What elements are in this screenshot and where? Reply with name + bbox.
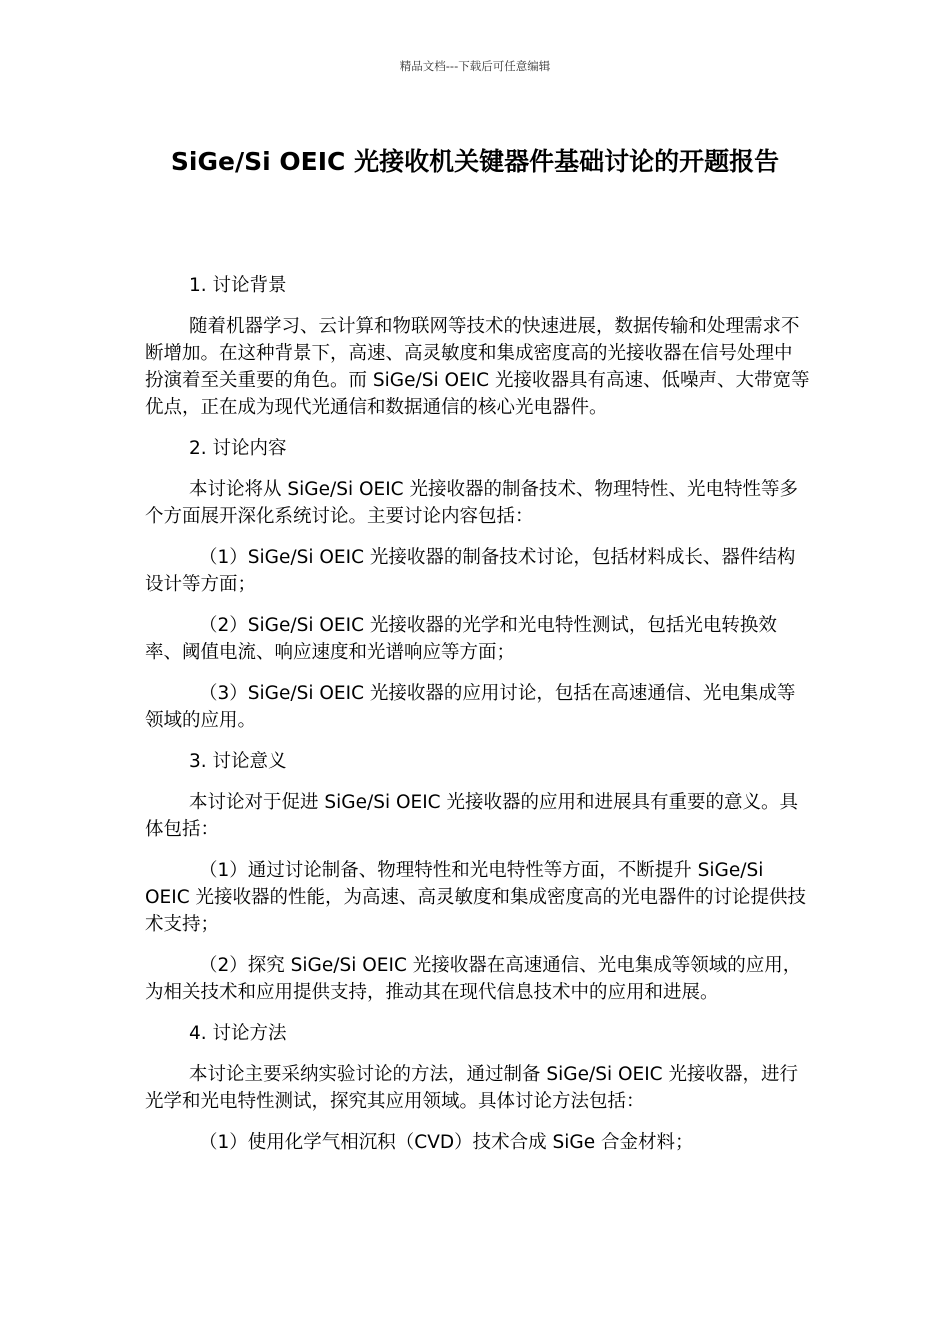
document-body: [145, 272, 810, 1170]
document-title: SiGe/Si OEIC 光接收机关键器件基础讨论的开题报告: [170, 147, 780, 176]
section-heading-content: 2. 讨论内容: [189, 438, 287, 459]
section-heading-method: 4. 讨论方法: [189, 1023, 287, 1044]
significance-item-1: （1）通过讨论制备、物理特性和光电特性等方面，不断提升 SiGe/Si OEIC 光接收器的性能，为高速、高灵敏度和集成密度高的光电器件的讨论提供技术支持；: [145, 860, 807, 935]
method-intro-paragraph: 本讨论主要采纳实验讨论的方法，通过制备 SiGe/Si OEIC 光接收器，进行光学和光电特性测试，探究其应用领域。具体讨论方法包括：: [145, 1064, 798, 1112]
content-item-1: （1）SiGe/Si OEIC 光接收器的制备技术讨论，包括材料成长、器件结构设计等方面；: [145, 547, 796, 595]
content-intro-paragraph: 本讨论将从 SiGe/Si OEIC 光接收器的制备技术、物理特性、光电特性等多个方面展开深化系统讨论。主要讨论内容包括：: [145, 479, 798, 527]
background-paragraph: 随着机器学习、云计算和物联网等技术的快速进展，数据传输和处理需求不断增加。在这种背景下，高速、高灵敏度和集成密度高的光接收器在信号处理中扮演着至关重要的角色。而 SiGe/Si OEIC 光接收器具有高速、低噪声、大带宽等优点，正在成为现代光通信和数据通信的核心光电器件。: [145, 316, 810, 418]
section-heading-background: 1. 讨论背景: [189, 275, 287, 296]
significance-intro-paragraph: 本讨论对于促进 SiGe/Si OEIC 光接收器的应用和进展具有重要的意义。具体包括：: [145, 792, 798, 840]
significance-item-2: （2）探究 SiGe/Si OEIC 光接收器在高速通信、光电集成等领域的应用，为相关技术和应用提供支持，推动其在现代信息技术中的应用和进展。: [145, 955, 802, 1003]
content-item-2: （2）SiGe/Si OEIC 光接收器的光学和光电特性测试，包括光电转换效率、阈值电流、响应速度和光谱响应等方面；: [145, 615, 777, 663]
method-item-1: （1）使用化学气相沉积（CVD）技术合成 SiGe 合金材料；: [199, 1132, 694, 1153]
page-header-note: 精品文档---下载后可任意编辑: [399, 59, 551, 73]
content-item-3: （3）SiGe/Si OEIC 光接收器的应用讨论，包括在高速通信、光电集成等领域的应用。: [145, 683, 796, 731]
section-heading-significance: 3. 讨论意义: [189, 751, 287, 772]
